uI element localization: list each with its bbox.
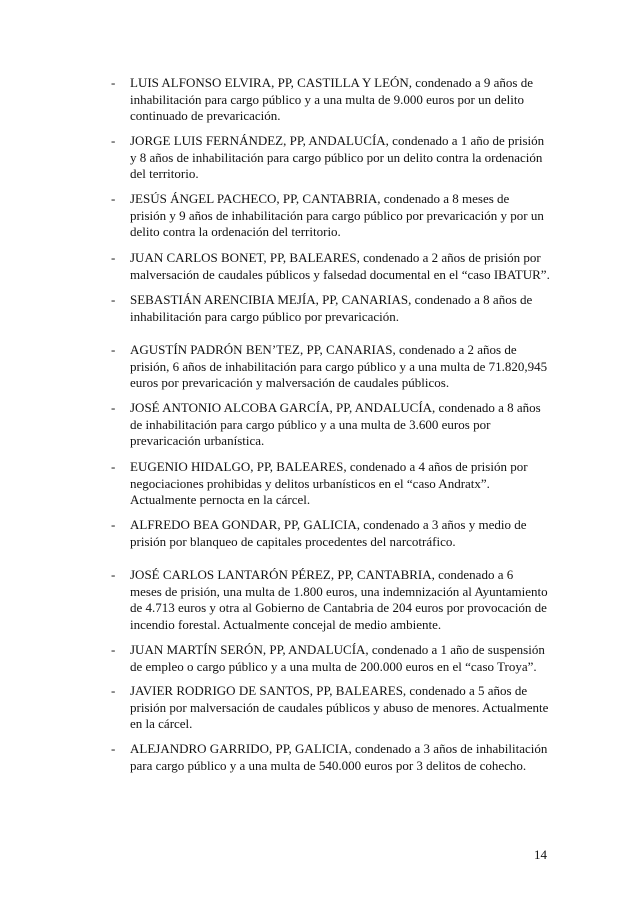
entry-text: [130, 342, 550, 392]
text-line: en la cárcel.: [130, 716, 193, 732]
text-line: JUAN MARTÍN SERÓN, PP, ANDALUCÍA, condenado a 1 año de suspensión: [130, 642, 545, 657]
entry-text: [130, 400, 550, 450]
bullet-dash: -: [111, 250, 116, 265]
bullet-dash: -: [111, 75, 116, 90]
text-line: JAVIER RODRIGO DE SANTOS, PP, BALEARES, condenado a 5 años de: [130, 683, 528, 698]
text-line: de 4.713 euros y otra al Gobierno de Cantabria de 204 euros por provocación de: [130, 600, 547, 616]
entry-text: [130, 517, 550, 550]
text-line: LUIS ALFONSO ELVIRA, PP, CASTILLA Y LEÓN, condenado a 9 años de: [130, 75, 533, 90]
bullet-dash: -: [111, 342, 116, 357]
text-line: de inhabilitación para cargo público y a una multa de 3.600 euros por: [130, 416, 491, 432]
entry-text: [130, 75, 550, 125]
text-line: y 8 años de inhabilitación para cargo público por un delito contra la ordenación: [130, 149, 543, 165]
entry-text: [130, 292, 550, 325]
text-line: prisión, 6 años de inhabilitación para cargo público y a una multa de 71.820,945: [130, 358, 548, 374]
text-line: SEBASTIÁN ARENCIBIA MEJÍA, PP, CANARIAS, condenado a 8 años de: [130, 292, 533, 307]
bullet-dash: -: [111, 741, 116, 756]
text-line: para cargo público y a una multa de 540.000 euros por 3 delitos de cohecho.: [130, 757, 527, 773]
bullet-dash: -: [111, 642, 116, 657]
text-line: prisión y 9 años de inhabilitación para cargo público por prevaricación y por un: [130, 207, 544, 223]
bullet-dash: -: [111, 133, 116, 148]
text-line: Actualmente pernocta en la cárcel.: [130, 492, 311, 508]
entry-text: [130, 683, 550, 733]
entry-text: [130, 250, 550, 283]
text-line: prevaricación urbanística.: [130, 433, 265, 449]
entry-text: [130, 642, 550, 675]
bullet-dash: -: [111, 683, 116, 698]
text-line: inhabilitación para cargo público por prevaricación.: [130, 308, 400, 324]
text-line: ALFREDO BEA GONDAR, PP, GALICIA, condenado a 3 años y medio de: [130, 517, 527, 532]
text-line: EUGENIO HIDALGO, PP, BALEARES, condenado a 4 años de prisión por: [130, 459, 528, 474]
text-line: continuado de prevaricación.: [130, 108, 281, 124]
text-line: negociaciones prohibidas y delitos urbanísticos en el “caso Andratx”.: [130, 475, 490, 491]
bullet-dash: -: [111, 517, 116, 532]
text-line: malversación de caudales públicos y falsedad documental en el “caso IBATUR”.: [130, 266, 550, 282]
bullet-dash: -: [111, 459, 116, 474]
text-line: AGUSTÍN PADRÓN BEN’TEZ, PP, CANARIAS, condenado a 2 años de: [130, 342, 517, 357]
text-line: prisión por malversación de caudales públicos y abuso de menores. Actualmente: [130, 699, 549, 715]
bullet-dash: -: [111, 191, 116, 206]
entry-text: [130, 567, 550, 633]
text-line: prisión por blanqueo de capitales procedentes del narcotráfico.: [130, 533, 456, 549]
text-line: euros por prevaricación y malversación de caudales públicos.: [130, 375, 450, 391]
text-line: JESÚS ÁNGEL PACHECO, PP, CANTABRIA, condenado a 8 meses de: [130, 191, 510, 206]
page-number: 14: [534, 847, 547, 862]
text-line: JUAN CARLOS BONET, PP, BALEARES, condenado a 2 años de prisión por: [130, 250, 541, 265]
entry-text: [130, 133, 550, 183]
entry-text: [130, 741, 550, 774]
text-line: inhabilitación para cargo público y a una multa de 9.000 euros por un delito: [130, 91, 524, 107]
entry-text: [130, 459, 550, 509]
text-line: de empleo o cargo público y a una multa de 200.000 euros en el “caso Troya”.: [130, 658, 537, 674]
text-line: ALEJANDRO GARRIDO, PP, GALICIA, condenado a 3 años de inhabilitación: [130, 741, 548, 756]
text-line: delito contra la ordenación del territorio.: [130, 224, 341, 240]
text-line: del territorio.: [130, 166, 199, 182]
entry-text: [130, 191, 550, 241]
bullet-dash: -: [111, 292, 116, 307]
text-line: meses de prisión, una multa de 1.800 euros, una indemnización al Ayuntamiento: [130, 583, 548, 599]
bullet-dash: -: [111, 400, 116, 415]
text-line: incendio forestal. Actualmente concejal de medio ambiente.: [130, 616, 442, 632]
text-line: JOSÉ CARLOS LANTARÓN PÉREZ, PP, CANTABRIA, condenado a 6: [130, 567, 514, 582]
bullet-dash: -: [111, 567, 116, 582]
text-line: JOSÉ ANTONIO ALCOBA GARCÍA, PP, ANDALUCÍA, condenado a 8 años: [130, 400, 541, 415]
text-line: JORGE LUIS FERNÁNDEZ, PP, ANDALUCÍA, condenado a 1 año de prisión: [130, 133, 545, 148]
